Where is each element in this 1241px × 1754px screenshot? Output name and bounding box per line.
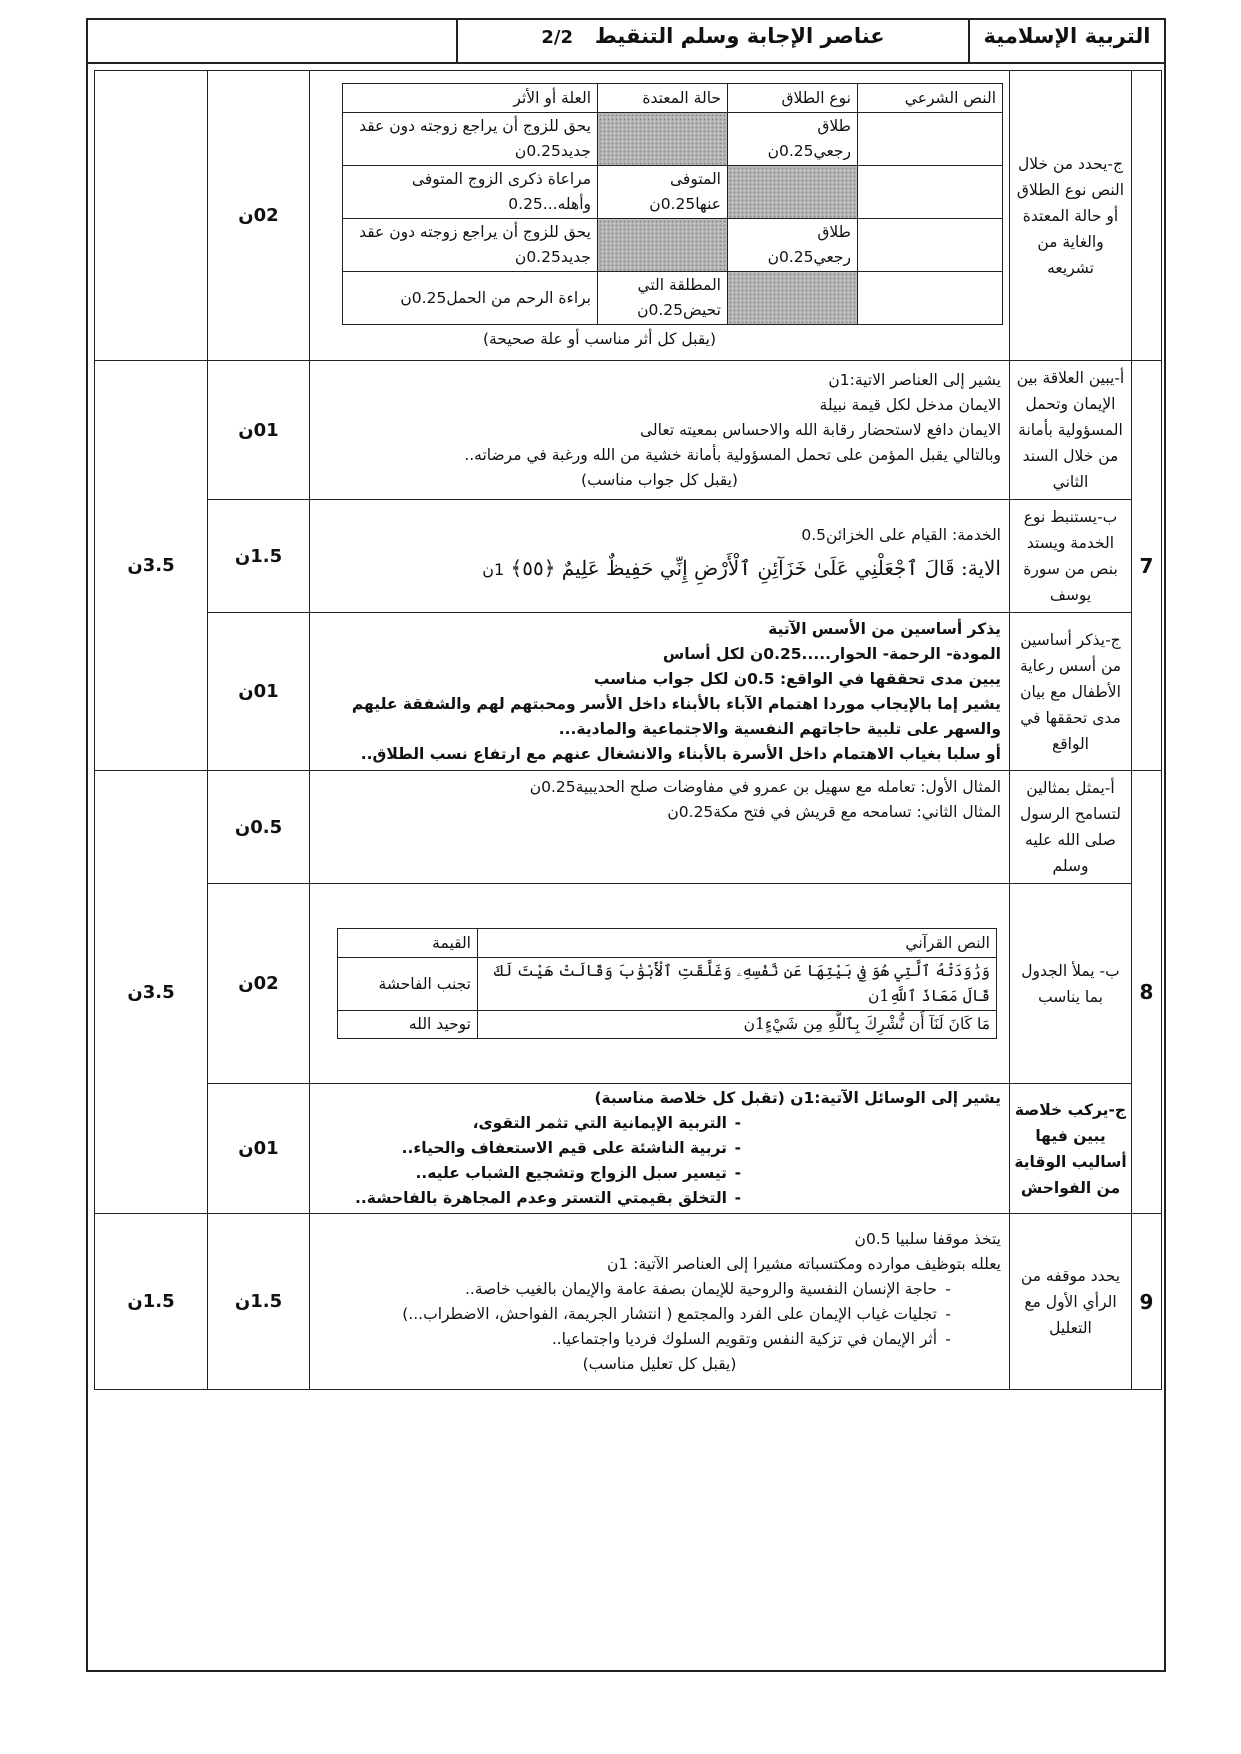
q9-total: 1.5ن <box>95 1214 208 1390</box>
q8-number: 8 <box>1132 771 1162 1214</box>
q7a-note: (يقبل كل جواب مناسب) <box>581 470 738 489</box>
q7b-points: 1.5ن <box>208 500 310 613</box>
divorce-head-case: حالة المعتدة <box>598 84 728 113</box>
subject-title: التربية الإسلامية <box>968 20 1164 62</box>
q7c-line: والسهر على تلبية حاجاتهم النفسية والاجتماعية والمادية... <box>558 719 1001 738</box>
q8c-row <box>95 1084 1162 1214</box>
divorce-cell-text <box>858 219 1003 272</box>
q7c-points: 01ن <box>208 613 310 771</box>
q8-total: 3.5ن <box>95 771 208 1214</box>
q7b-verse-label: الاية: <box>961 555 1001 580</box>
divorce-cell-type: طلاق رجعي0.25ن <box>728 113 858 166</box>
q8b-details <box>310 884 1010 1084</box>
divorce-cell-case: المتوفى عنها0.25ن <box>598 166 728 219</box>
divorce-head-cause: العلة أو الأثر <box>343 84 598 113</box>
q9-item: - حاجة الإنسان النفسية والروحية للإيمان بصفة عامة والإيمان بالغيب خاصة.. <box>318 1277 951 1302</box>
q8c-details <box>310 1084 1010 1214</box>
page-header <box>88 20 1164 64</box>
q7a-criterion: أ-يبين العلاقة بين الإيمان وتحمل المسؤولية بأمانة من خلال السند الثاني <box>1010 361 1132 500</box>
divorce-cell-type: طلاق رجعي0.25ن <box>728 219 858 272</box>
q7b-verse: قَالَ ٱجْعَلْنِي عَلَىٰ خَزَآئِنِ ٱلْأَرْضِ إِنِّي حَفِيظٌ عَلِيمٌ ﴿٥٥﴾ <box>510 555 955 580</box>
q7-total: 3.5ن <box>95 361 208 771</box>
q7a-row <box>95 361 1162 500</box>
q8c-intro: يشير إلى الوسائل الآتية:1ن (تقبل كل خلاصة مناسبة) <box>594 1089 1001 1107</box>
q9-note: (يقبل كل تعليل مناسب) <box>582 1354 737 1373</box>
q9-line: يعلله بتوظيف موارده ومكتسباته مشيرا إلى العناصر الآتية: 1ن <box>606 1254 1001 1273</box>
values-verse-2: مَا كَانَ لَنَآ أَن نُّشْرِكَ بِٱللَّهِ مِن شَيْءٍ1ن <box>478 1011 997 1039</box>
grading-table <box>94 70 1162 1390</box>
q8c-item: - التخلق بقيمتي التستر وعدم المجاهرة بالفاحشة.. <box>318 1186 741 1211</box>
divorce-cell-shaded <box>598 113 728 166</box>
values-value-1: تجنب الفاحشة <box>338 958 478 1011</box>
q9-details <box>310 1214 1010 1390</box>
divorce-cell-text <box>858 113 1003 166</box>
divorce-cell-shaded <box>728 166 858 219</box>
values-table <box>337 928 997 1039</box>
q7b-verse-line <box>318 548 1001 590</box>
q8a-criterion: أ-يمثل بمثالين لتسامح الرسول صلى الله عليه وسلم <box>1010 771 1132 884</box>
q6-total <box>95 71 208 361</box>
q7b-details <box>310 500 1010 613</box>
divorce-cell-shaded <box>728 272 858 325</box>
q7b-criterion: ب-يستنبط نوع الخدمة ويستد بنص من سورة يوسف <box>1010 500 1132 613</box>
values-head-value: القيمة <box>338 929 478 958</box>
q9-criterion: يحدد موقفه من الرأي الأول مع التعليل <box>1010 1214 1132 1390</box>
answer-sheet-page <box>86 18 1166 1672</box>
divorce-head-type: نوع الطلاق <box>728 84 858 113</box>
q6c-points: 02ن <box>208 71 310 361</box>
q6c-note: (يقبل كل أثر مناسب أو علة صحيحة) <box>482 330 717 348</box>
q7c-line: أو سلبا بغياب الاهتمام داخل الأسرة بالأبناء والانشغال عنهم مع ارتفاع نسب الطلاق.. <box>360 744 1001 763</box>
divorce-cell-cause: يحق للزوج أن يراجع زوجته دون عقد جديد0.25ن <box>343 113 598 166</box>
q8a-details <box>310 771 1010 884</box>
values-value-2: توحيد الله <box>338 1011 478 1039</box>
divorce-cell-cause: براءة الرحم من الحمل0.25ن <box>343 272 598 325</box>
q8c-criterion: ج-يركب خلاصة يبين فيها أساليب الوقاية من الفواحش <box>1010 1084 1132 1214</box>
q7b-service: الخدمة: القيام على الخزائن0.5 <box>801 525 1001 544</box>
divorce-cell-cause: مراعاة ذكرى الزوج المتوفى وأهله...0.25 <box>343 166 598 219</box>
q7a-line: وبالتالي يقبل المؤمن على تحمل المسؤولية بأمانة خشية من الله ورغبة في مرضاته.. <box>464 445 1001 464</box>
q7c-line: يشير إما بالإيجاب موردا اهتمام الآباء بالأبناء داخل الأسر ومحبتهم لهم والشفقة عليهم <box>351 694 1001 713</box>
q6c-row <box>95 71 1162 361</box>
q7c-criterion: ج-يذكر أساسين من أسس رعاية الأطفال مع بيان مدى تحققها في الواقع <box>1010 613 1132 771</box>
divorce-cell-text <box>858 166 1003 219</box>
q9-number: 9 <box>1132 1214 1162 1390</box>
q7c-line: المودة- الرحمة- الحوار.....0.25ن لكل أساس <box>662 644 1001 663</box>
q8a-line: المثال الثاني: تسامحه مع قريش في فتح مكة0.25ن <box>667 803 1001 821</box>
divorce-table <box>342 83 1003 325</box>
q7b-row <box>95 500 1162 613</box>
q7-number: 7 <box>1132 361 1162 771</box>
q8a-line: المثال الأول: تعامله مع سهيل بن عمرو في مفاوضات صلح الحديبية0.25ن <box>529 778 1001 796</box>
q7a-details <box>310 361 1010 500</box>
q9-row <box>95 1214 1162 1390</box>
q8c-points: 01ن <box>208 1084 310 1214</box>
q8a-row <box>95 771 1162 884</box>
q7a-line: يشير إلى العناصر الاتية:1ن <box>828 370 1001 389</box>
q8b-row <box>95 884 1162 1084</box>
q6c-criterion: ج-يحدد من خلال النص نوع الطلاق أو حالة المعتدة والغاية من تشريعه <box>1010 71 1132 361</box>
q9-line: يتخذ موقفا سلبيا 0.5ن <box>854 1229 1001 1248</box>
sheet-title <box>456 20 968 62</box>
q8a-points: 0.5ن <box>208 771 310 884</box>
divorce-cell-text <box>858 272 1003 325</box>
q7c-details <box>310 613 1010 771</box>
q8c-item: - تيسير سبل الزواج وتشجيع الشباب عليه.. <box>318 1161 741 1186</box>
q7a-line: الايمان مدخل لكل قيمة نبيلة <box>819 395 1001 414</box>
q8c-item: - التربية الإيمانية التي تثمر التقوى، <box>318 1111 741 1136</box>
values-verse-1: وَرَٰوَدَتْهُ ٱلَّتِي هُوَ فِي بَيْتِهَا عَن نَّفْسِهِۦ وَغَلَّقَتِ ٱلْأَبْوَٰبَ وَقَالَتْ هَيْتَ لَكَ قَالَ مَعَاذَ ٱللَّهِ1ن <box>478 958 997 1011</box>
q7b-verse-points: 1ن <box>482 559 505 579</box>
divorce-cell-case: المطلقة التي تحيض0.25ن <box>598 272 728 325</box>
q8c-item: - تربية الناشئة على قيم الاستعفاف والحياء.. <box>318 1136 741 1161</box>
q8b-criterion: ب- يملأ الجدول بما يناسب <box>1010 884 1132 1084</box>
q7a-line: الايمان دافع لاستحضار رقابة الله والاحساس بمعيته تعالى <box>639 420 1001 439</box>
q9-item: - تجليات غياب الإيمان على الفرد والمجتمع ( انتشار الجريمة، الفواحش، الاضطراب...) <box>318 1302 951 1327</box>
divorce-head-text: النص الشرعي <box>858 84 1003 113</box>
q8b-points: 02ن <box>208 884 310 1084</box>
q7c-line: يبين مدى تحققها في الواقع: 0.5ن لكل جواب مناسب <box>593 669 1001 688</box>
q6-number-cell <box>1132 71 1162 361</box>
values-head-text: النص القرآني <box>478 929 997 958</box>
q7c-row <box>95 613 1162 771</box>
divorce-cell-cause: يحق للزوج أن يراجع زوجته دون عقد جديد0.25ن <box>343 219 598 272</box>
q7c-line: يذكر أساسين من الأسس الآتية <box>768 619 1001 638</box>
q6c-details <box>310 71 1010 361</box>
q9-points: 1.5ن <box>208 1214 310 1390</box>
page-number: 2/2 <box>541 27 573 48</box>
sheet-title-text: عناصر الإجابة وسلم التنقيط <box>594 24 885 48</box>
q9-item: - أثر الإيمان في تزكية النفس وتقويم السلوك فرديا واجتماعيا.. <box>318 1327 951 1352</box>
q7a-points: 01ن <box>208 361 310 500</box>
divorce-cell-shaded <box>598 219 728 272</box>
